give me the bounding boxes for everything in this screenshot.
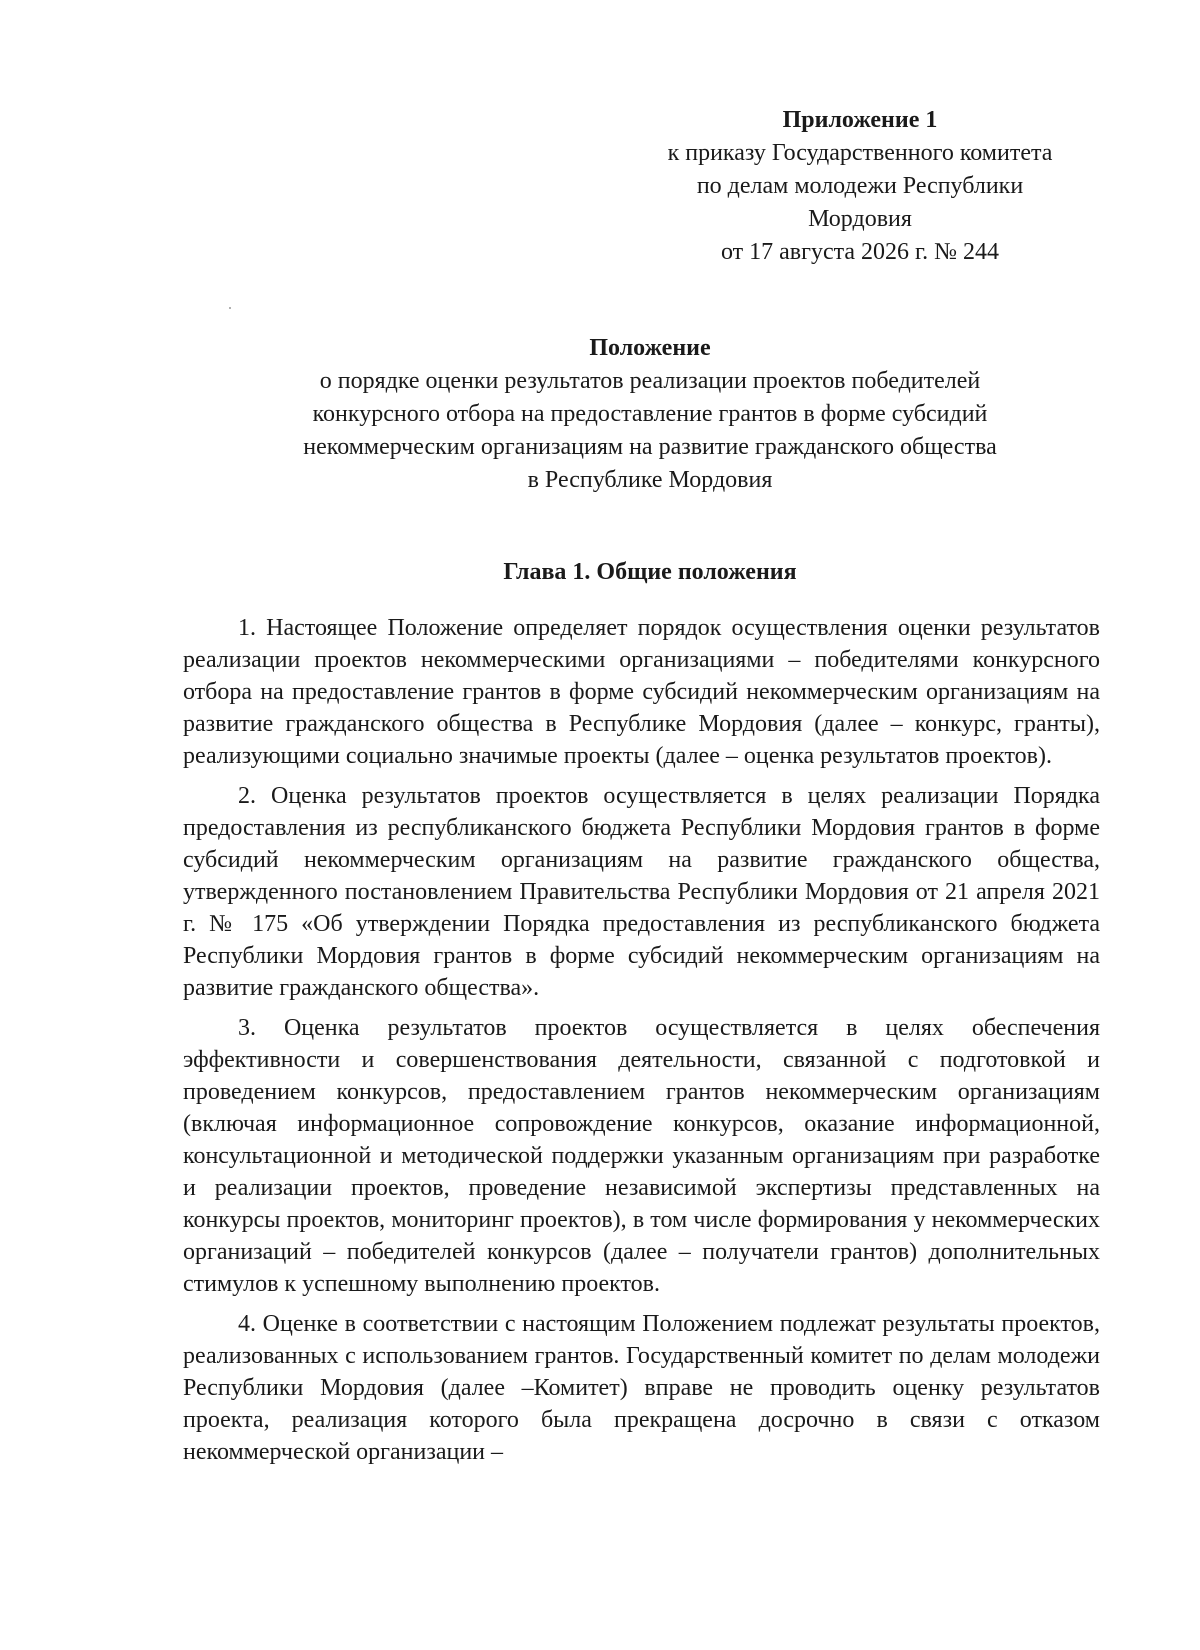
- appendix-block: [600, 104, 1120, 269]
- appendix-line: к приказу Государственного комитета: [667, 140, 1053, 166]
- appendix-date: от 17 августа 2026 г. № 244: [720, 239, 1000, 265]
- document-subtitle-line: о порядке оценки результатов реализации проектов победителей: [319, 368, 981, 394]
- chapter-heading: Глава 1. Общие положения: [503, 559, 797, 585]
- paragraph-1: 1. Настоящее Положение определяет порядок осуществления оценки результатов реализации проектов некоммерческими организациями – победителями конкурсного отбора на предоставление грантов в форме субсидий некоммерческим организациям на развитие гражданского общества в Республике Мордовия (далее – конкурс, гранты), реализующими социально значимые проекты (далее – оценка результатов проектов).: [183, 615, 1100, 769]
- document-title: Положение: [589, 335, 711, 361]
- paragraph-4: 4. Оценке в соответствии с настоящим Положением подлежат результаты проектов, реализованных с использованием грантов. Государственный комитет по делам молодежи Республики Мордовия (далее –Комитет) вправе не проводить оценку результатов проекта, реализация которого была прекращена досрочно в связи с отказом некоммерческой организации –: [183, 1311, 1100, 1465]
- paragraph-2: 2. Оценка результатов проектов осуществляется в целях реализации Порядка предоставления из республиканского бюджета Республики Мордовия грантов в форме субсидий некоммерческим организациям на развитие гражданского общества, утвержденного постановлением Правительства Республики Мордовия от 21 апреля 2021 г. № 175 «Об утверждении Порядка предоставления из республиканского бюджета Республики Мордовия грантов в форме субсидий некоммерческим организациям на развитие гражданского общества».: [183, 783, 1100, 1001]
- appendix-line: Мордовия: [808, 206, 912, 232]
- appendix-title: Приложение 1: [782, 107, 938, 133]
- body-text: [183, 612, 1100, 1476]
- document-subtitle-line: в Республике Мордовия: [527, 467, 773, 493]
- appendix-line: по делам молодежи Республики: [696, 173, 1024, 199]
- document-heading: [180, 332, 1120, 497]
- scan-speck: [229, 307, 231, 309]
- document-subtitle-line: конкурсного отбора на предоставление грантов в форме субсидий: [312, 401, 988, 427]
- paragraph-3: 3. Оценка результатов проектов осуществляется в целях обеспечения эффективности и совершенствования деятельности, связанной с подготовкой и проведением конкурсов, предоставлением грантов некоммерческим организациям (включая информационное сопровождение конкурсов, оказание информационной, консультационной и методической поддержки указанным организациям при разработке и реализации проектов, проведение независимой экспертизы представленных на конкурсы проектов, мониторинг проектов), в том числе формирования у некоммерческих организаций – победителей конкурсов (далее – получатели грантов) дополнительных стимулов к успешному выполнению проектов.: [183, 1015, 1100, 1297]
- document-subtitle-line: некоммерческим организациям на развитие гражданского общества: [303, 434, 997, 460]
